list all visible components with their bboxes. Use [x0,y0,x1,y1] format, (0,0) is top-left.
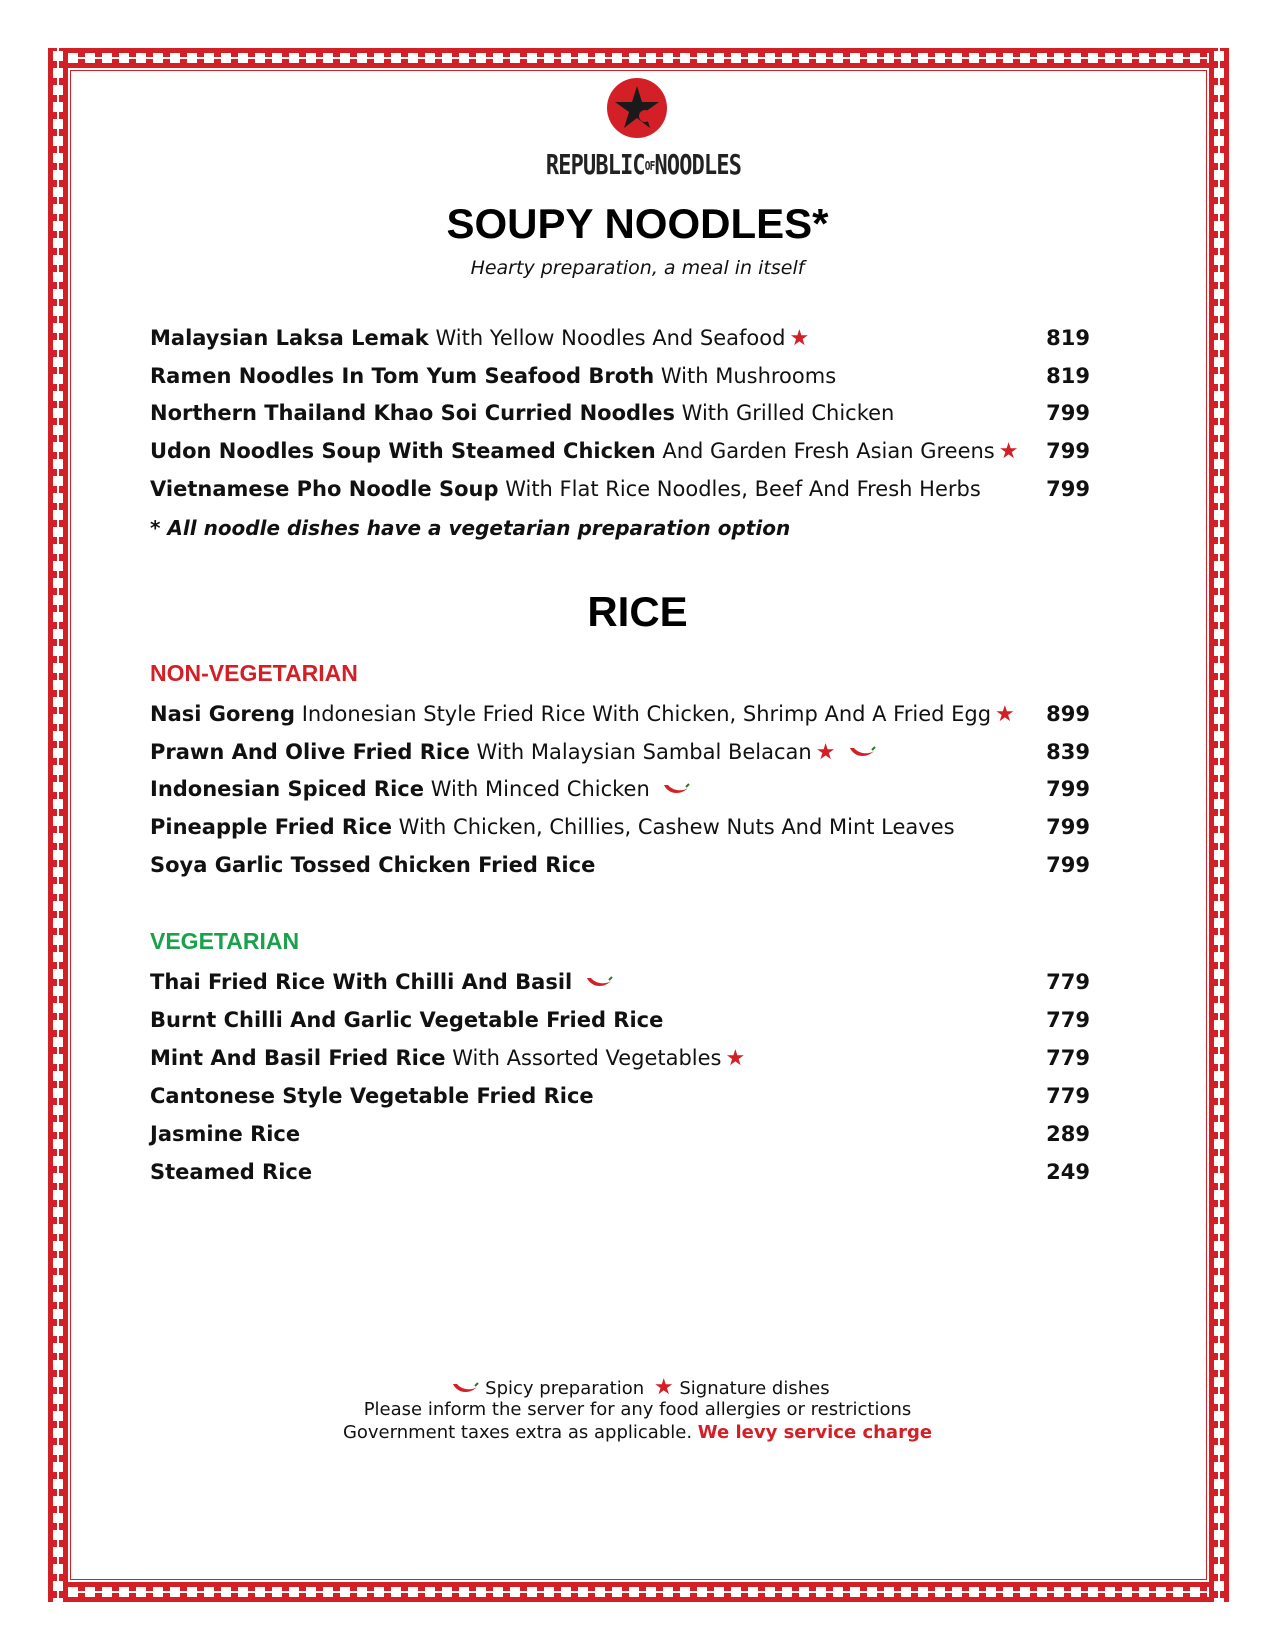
logo [590,78,684,138]
item-price: 799 [1046,815,1090,839]
menu-item: Pineapple Fried Rice With Chicken, Chillies, Cashew Nuts And Mint Leaves 799 [150,815,1090,839]
menu-item: Burnt Chilli And Garlic Vegetable Fried Rice 779 [150,1008,1090,1032]
vegetarian-note: * All noodle dishes have a vegetarian preparation option [150,516,791,540]
signature-star-icon: ★ [653,1375,674,1400]
item-price: 799 [1046,777,1090,801]
menu-item: Indonesian Spiced Rice With Minced Chicken 799 [150,777,1090,801]
menu-item: Steamed Rice 249 [150,1160,1090,1184]
item-price: 839 [1046,740,1090,764]
menu-item: Cantonese Style Vegetable Fried Rice 779 [150,1084,1090,1108]
menu-item: Mint And Basil Fried Rice With Assorted Vegetables ★ 779 [150,1046,1090,1071]
menu-item: Nasi Goreng Indonesian Style Fried Rice With Chicken, Shrimp And A Fried Egg ★ 899 [150,702,1090,727]
legend-signature: Signature dishes [679,1378,830,1399]
item-price: 249 [1046,1160,1090,1184]
service-charge-note: We levy service charge [697,1422,933,1443]
item-price: 799 [1046,853,1090,877]
border-top [48,48,1229,68]
signature-star-icon: ★ [995,702,1015,727]
chili-icon [662,782,690,798]
item-price: 899 [1046,702,1090,726]
legend [0,1375,1275,1400]
menu-item: Soya Garlic Tossed Chicken Fried Rice 799 [150,853,1090,877]
item-price: 819 [1046,326,1090,350]
menu-item: Vietnamese Pho Noodle Soup With Flat Rice Noodles, Beef And Fresh Herbs 799 [150,477,1090,501]
item-price: 779 [1046,1084,1090,1108]
menu-item: Ramen Noodles In Tom Yum Seafood Broth With Mushrooms 819 [150,364,1090,388]
item-price: 799 [1046,401,1090,425]
item-price: 799 [1046,477,1090,501]
menu-item: Udon Noodles Soup With Steamed Chicken And Garden Fresh Asian Greens ★ 799 [150,439,1090,464]
item-price: 779 [1046,1008,1090,1032]
border-left [48,48,68,1602]
non-vegetarian-heading: NON-VEGETARIAN [150,660,358,686]
signature-star-icon: ★ [998,439,1019,464]
item-price: 819 [1046,364,1090,388]
border-bottom [48,1582,1229,1602]
allergy-note: Please inform the server for any food allergies or restrictions [363,1399,912,1420]
item-price: 289 [1046,1122,1090,1146]
signature-star-icon: ★ [815,740,836,765]
menu-item: Jasmine Rice 289 [150,1122,1090,1146]
chili-icon [585,975,613,991]
border-right [1209,48,1229,1602]
menu-item: Northern Thailand Khao Soi Curried Noodles With Grilled Chicken 799 [150,401,1090,425]
soupy-noodles-title: SOUPY NOODLES* [446,200,829,247]
menu-item: Thai Fried Rice With Chilli And Basil 779 [150,970,1090,994]
soupy-noodles-subtitle: Hearty preparation, a meal in itself [470,257,805,279]
item-price: 799 [1046,439,1090,463]
signature-star-icon: ★ [725,1046,746,1071]
menu-item: Malaysian Laksa Lemak With Yellow Noodles And Seafood ★ 819 [150,326,1090,351]
item-price: 779 [1046,970,1090,994]
logo-star-icon [607,78,667,138]
chili-icon [451,1381,479,1397]
item-price: 779 [1046,1046,1090,1070]
logo-wordmark: REPUBLICOFNOODLES [545,148,742,181]
vegetarian-heading: VEGETARIAN [150,928,300,954]
signature-star-icon: ★ [789,326,810,351]
tax-note: Government taxes extra as applicable. We levy service charge [342,1422,933,1443]
chili-icon [848,745,876,761]
menu-item: Prawn And Olive Fried Rice With Malaysian Sambal Belacan ★ 839 [150,740,1090,765]
legend-spicy: Spicy preparation [485,1378,645,1399]
rice-title: RICE [587,588,688,635]
